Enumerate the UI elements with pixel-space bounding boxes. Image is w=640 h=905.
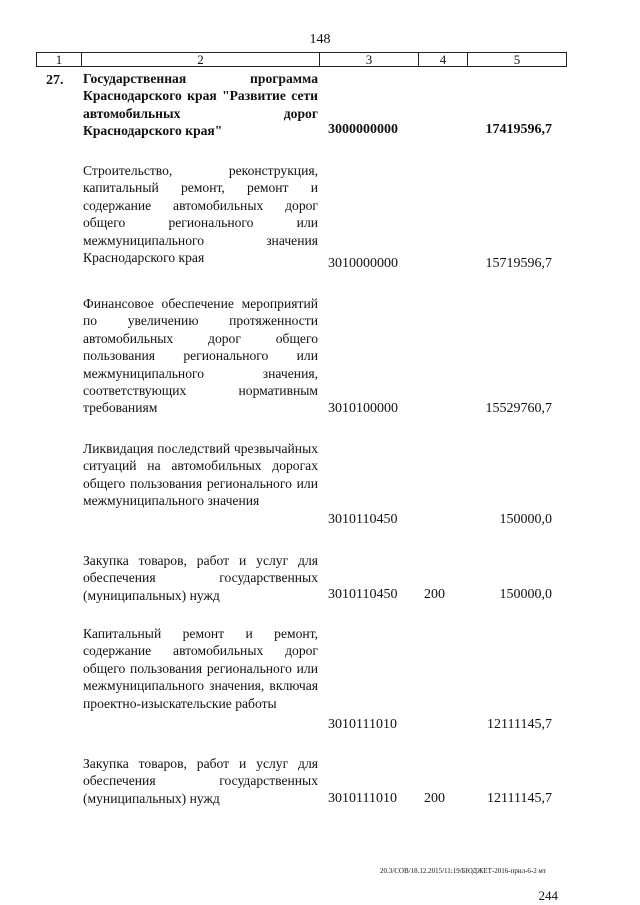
emergency-text: Ликвидация последствий чрезвычайных ситуаций на автомобильных дорогах общего пользования регионального или межмуниципального значения: [83, 441, 318, 509]
measure-amount: 15529760,7: [485, 401, 552, 416]
procurement-code: 3010110450: [328, 587, 398, 602]
column-header-2: 2: [82, 53, 320, 67]
repair-procurement-text: Закупка товаров, работ и услуг для обеспечения государственных (муниципальных) нужд: [83, 756, 318, 806]
repair-amount: 12111145,7: [487, 717, 552, 732]
subprogram-text: Строительство, реконструкция, капитальный ремонт, ремонт и содержание автомобильных дорог общего регионального или межмуниципального значения Краснодарского края: [83, 163, 318, 266]
repair-code: 3010111010: [328, 717, 397, 732]
emergency-code: 3010110450: [328, 512, 398, 527]
sheet-number: 244: [538, 888, 558, 903]
column-header-row: [36, 52, 567, 67]
repair-procurement-amount: 12111145,7: [487, 791, 552, 806]
row-number: 27.: [46, 73, 64, 88]
program-code: 3000000000: [328, 122, 398, 137]
subprogram-code: 3010000000: [328, 256, 398, 271]
column-header-5: 5: [468, 53, 567, 67]
column-header-1: 1: [37, 53, 82, 67]
column-header-4: 4: [419, 53, 468, 67]
repair-procurement-code: 3010111010: [328, 791, 397, 806]
subprogram-amount: 15719596,7: [485, 256, 552, 271]
procurement-amount: 150000,0: [499, 587, 552, 602]
procurement-col4: 200: [424, 587, 445, 602]
footer-reference: 20.3/СОВ/18.12.2015/11:19/БЮДЖЕТ-2016-прил-6-2 мт: [380, 867, 546, 875]
repair-procurement-col4: 200: [424, 791, 445, 806]
column-header-3: 3: [320, 53, 419, 67]
program-title: Государственная программа Краснодарского края "Развитие сети автомобильных дорог Краснодарского края": [83, 71, 318, 139]
page-number: 148: [309, 32, 331, 47]
measure-text: Финансовое обеспечение мероприятий по увеличению протяженности автомобильных дорог общего пользования регионального или межмуниципального значения, соответствующих нормативным требованиям: [83, 296, 318, 416]
repair-text: Капитальный ремонт и ремонт, содержание автомобильных дорог общего пользования регионального или межмуниципального значения, включая проектно-изыскательские работы: [83, 626, 318, 711]
measure-code: 3010100000: [328, 401, 398, 416]
emergency-amount: 150000,0: [499, 512, 552, 527]
procurement-text: Закупка товаров, работ и услуг для обеспечения государственных (муниципальных) нужд: [83, 553, 318, 603]
program-amount: 17419596,7: [485, 122, 552, 137]
